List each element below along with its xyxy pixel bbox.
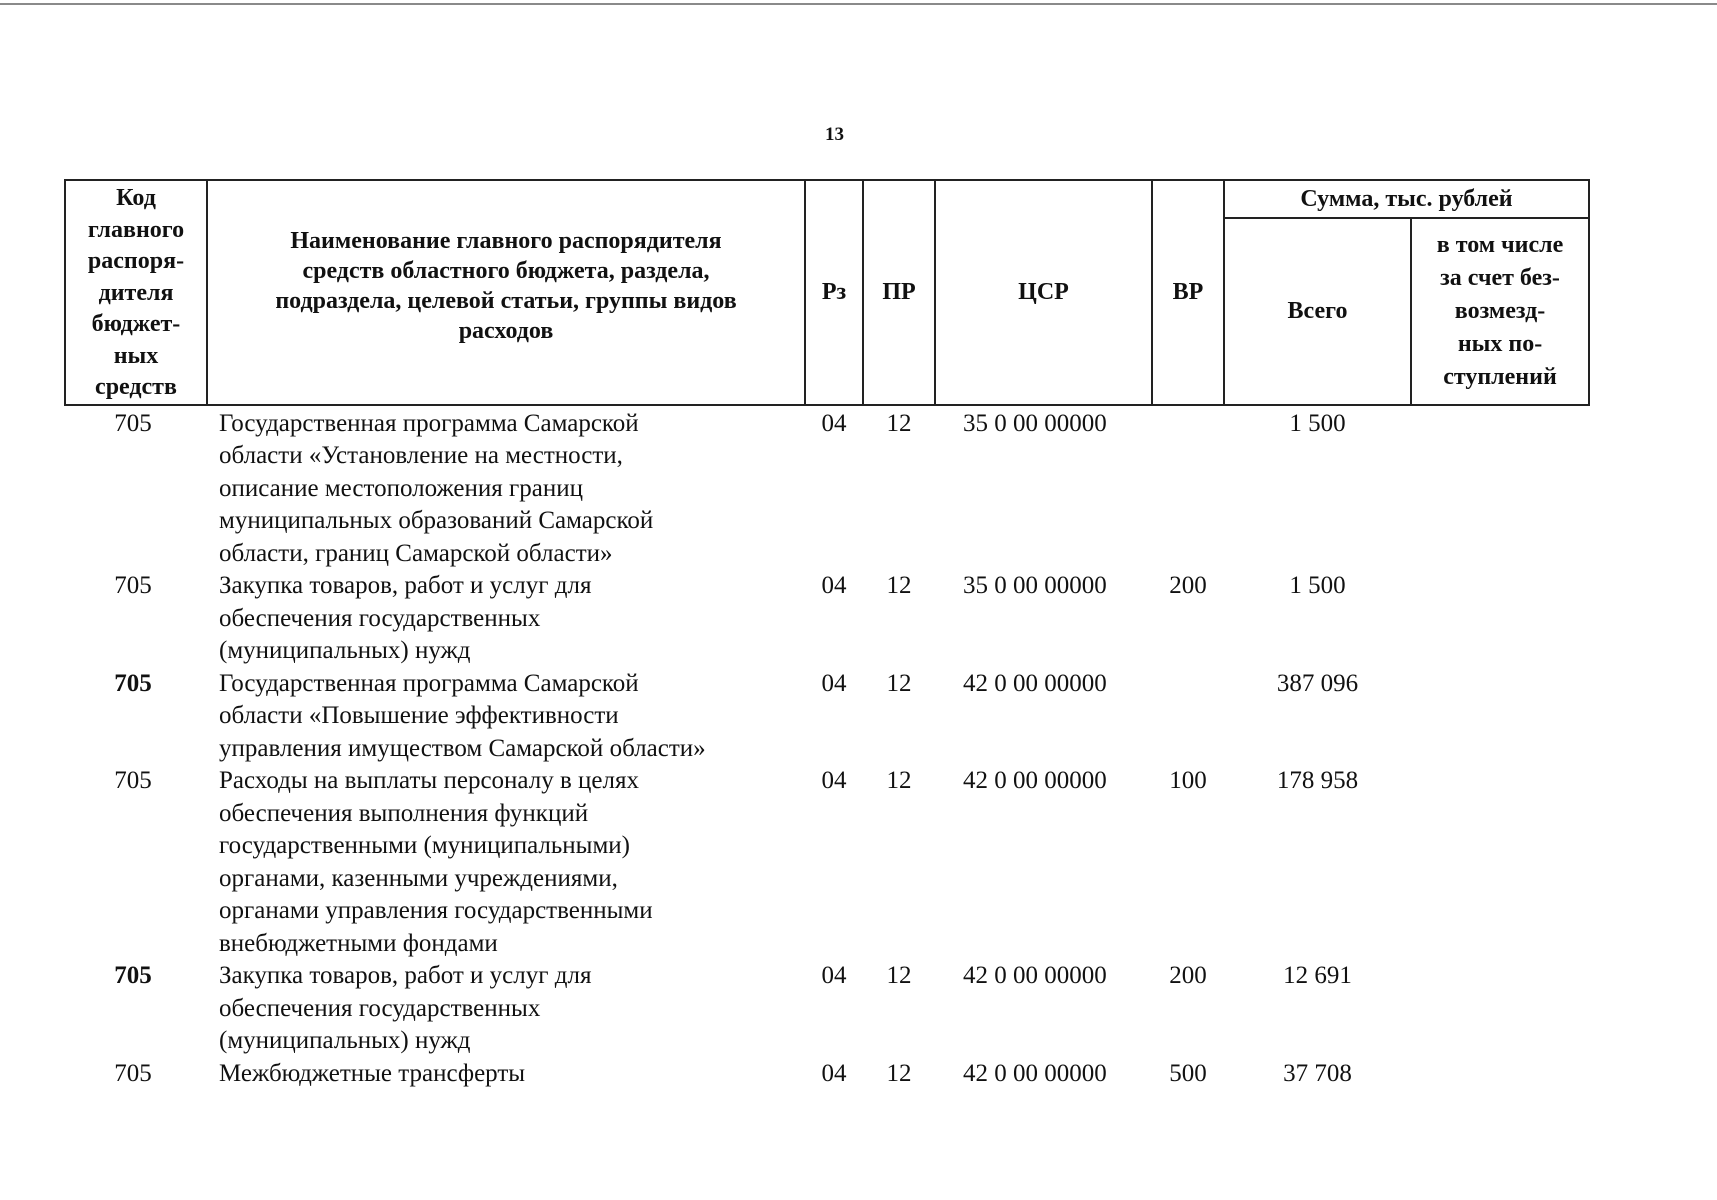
table-body [65,405,1589,1091]
row-code: 705 [114,767,152,794]
header-sum: Сумма, тыс. рублей [1224,180,1589,218]
row-total: 37 708 [1283,1059,1352,1087]
row-free-receipts [1411,765,1589,960]
row-csr: 35 0 00 00000 [963,409,1107,437]
table-row [65,570,1589,668]
row-csr: 35 0 00 00000 [963,572,1107,599]
row-name: Государственная программа Самарской области «Повышение эффективности управления имуществом Самарской области» [219,669,706,762]
header-free-receipts: в том числе за счет без- возмезд- ных по- ступлений [1411,218,1589,405]
row-pr: 12 [886,767,912,794]
row-free-receipts [1411,570,1589,668]
row-total: 1 500 [1289,409,1346,437]
budget-table [64,179,1590,1090]
row-rz: 04 [821,669,847,697]
row-pr: 12 [886,409,912,437]
row-csr: 42 0 00 00000 [963,1059,1107,1087]
header-rz: Рз [805,180,863,405]
row-pr: 12 [886,1059,912,1087]
row-total: 387 096 [1276,669,1359,697]
row-name: Расходы на выплаты персоналу в целях обеспечения выполнения функций государственными (муниципальными) органами, казенными учреждениями, органами управления государственными внебюджетными фондами [219,767,653,957]
row-vr: 500 [1169,1059,1207,1087]
row-code: 705 [114,1059,152,1087]
row-csr: 42 0 00 00000 [963,669,1107,697]
row-code: 705 [114,409,152,437]
scan-top-edge [0,3,1717,5]
header-name: Наименование главного распорядителя средств областного бюджета, раздела, подраздела, целевой статьи, группы видов расходов [207,180,805,405]
row-name: Закупка товаров, работ и услуг для обеспечения государственных (муниципальных) нужд [219,962,592,1054]
table-row [65,668,1589,766]
row-csr: 42 0 00 00000 [963,962,1107,989]
row-free-receipts [1411,405,1589,571]
row-free-receipts [1411,1058,1589,1091]
row-rz: 04 [821,409,847,437]
header-pr: ПР [863,180,935,405]
row-name: Государственная программа Самарской области «Установление на местности, описание местоположения границ муниципальных образований Самарской области, границ Самарской области» [219,409,654,567]
table-header [65,180,1589,405]
row-vr: 100 [1169,767,1207,794]
row-rz: 04 [821,1059,847,1087]
row-rz: 04 [821,572,847,599]
row-total: 178 958 [1276,767,1359,794]
row-rz: 04 [821,962,847,989]
row-vr: 200 [1169,572,1207,599]
row-vr [1152,668,1224,766]
header-vr: ВР [1152,180,1224,405]
header-total: Всего [1224,218,1411,405]
row-total: 12 691 [1283,962,1352,989]
row-code: 705 [114,962,152,989]
row-free-receipts [1411,668,1589,766]
table-row [65,1058,1589,1091]
row-vr: 200 [1169,962,1207,989]
row-rz: 04 [821,767,847,794]
row-pr: 12 [886,962,912,989]
row-code: 705 [114,572,152,599]
row-total: 1 500 [1289,572,1346,599]
row-free-receipts [1411,960,1589,1058]
table-row [65,765,1589,960]
row-vr [1152,405,1224,571]
row-name: Межбюджетные трансферты [219,1059,526,1087]
header-code: Код главного распоря- дителя бюджет- ных средств [65,180,207,405]
page-number: 13 [825,124,844,145]
row-pr: 12 [886,669,912,697]
row-pr: 12 [886,572,912,599]
row-code: 705 [114,669,152,697]
row-csr: 42 0 00 00000 [963,767,1107,794]
table-row [65,960,1589,1058]
table-row [65,405,1589,571]
header-csr: ЦСР [935,180,1152,405]
row-name: Закупка товаров, работ и услуг для обеспечения государственных (муниципальных) нужд [219,572,592,664]
